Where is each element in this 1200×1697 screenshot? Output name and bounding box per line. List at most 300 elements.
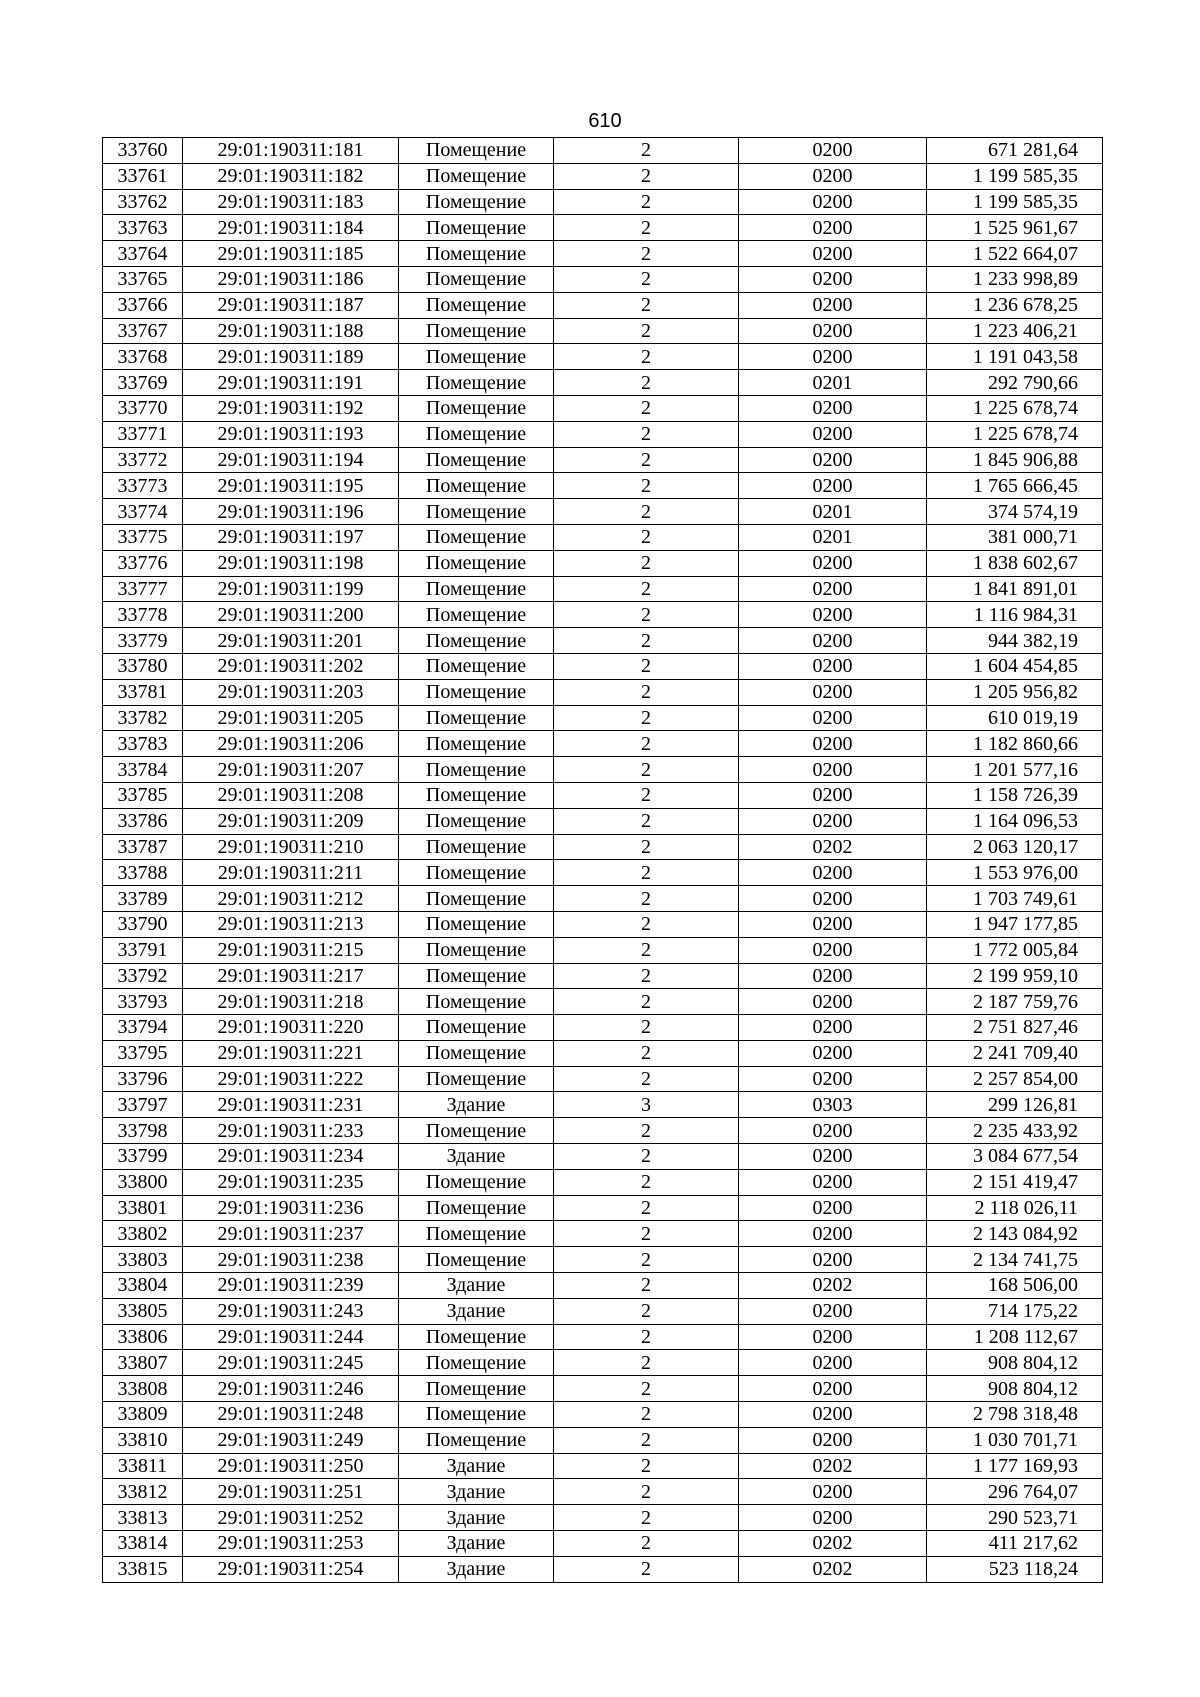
- code-cell: 0200: [739, 1350, 927, 1376]
- table-row: [103, 1531, 1103, 1557]
- code-cell: 0200: [739, 395, 927, 421]
- table-row: [103, 524, 1103, 550]
- code-cell: 0200: [739, 550, 927, 576]
- class-cell: 2: [554, 1531, 739, 1557]
- object-type-cell: Помещение: [399, 679, 554, 705]
- object-type-cell: Помещение: [399, 602, 554, 628]
- row-number-cell: 33800: [103, 1169, 183, 1195]
- class-cell: 2: [554, 628, 739, 654]
- table-row: [103, 1144, 1103, 1170]
- table-row: [103, 1273, 1103, 1299]
- cadastral-number-cell: 29:01:190311:203: [183, 679, 399, 705]
- class-cell: 2: [554, 834, 739, 860]
- code-cell: 0200: [739, 628, 927, 654]
- cadastral-number-cell: 29:01:190311:220: [183, 1015, 399, 1041]
- cadastral-value-cell: 2 235 433,92: [927, 1118, 1103, 1144]
- cadastral-value-cell: 2 118 026,11: [927, 1195, 1103, 1221]
- class-cell: 2: [554, 524, 739, 550]
- row-number-cell: 33792: [103, 963, 183, 989]
- class-cell: 2: [554, 1350, 739, 1376]
- code-cell: 0200: [739, 911, 927, 937]
- class-cell: 2: [554, 1479, 739, 1505]
- row-number-cell: 33796: [103, 1066, 183, 1092]
- row-number-cell: 33776: [103, 550, 183, 576]
- object-type-cell: Помещение: [399, 1247, 554, 1273]
- cadastral-number-cell: 29:01:190311:237: [183, 1221, 399, 1247]
- cadastral-number-cell: 29:01:190311:221: [183, 1040, 399, 1066]
- object-type-cell: Помещение: [399, 292, 554, 318]
- table-row: [103, 628, 1103, 654]
- table-row: [103, 1376, 1103, 1402]
- code-cell: 0200: [739, 937, 927, 963]
- code-cell: 0201: [739, 370, 927, 396]
- cadastral-number-cell: 29:01:190311:215: [183, 937, 399, 963]
- cadastral-number-cell: 29:01:190311:181: [183, 138, 399, 164]
- cadastral-value-cell: 523 118,24: [927, 1556, 1103, 1582]
- class-cell: 2: [554, 163, 739, 189]
- table-row: [103, 937, 1103, 963]
- cadastral-number-cell: 29:01:190311:212: [183, 886, 399, 912]
- cadastral-number-cell: 29:01:190311:211: [183, 860, 399, 886]
- code-cell: 0200: [739, 189, 927, 215]
- cadastral-value-cell: 1 225 678,74: [927, 395, 1103, 421]
- cadastral-value-cell: 908 804,12: [927, 1350, 1103, 1376]
- code-cell: 0200: [739, 782, 927, 808]
- cadastral-number-cell: 29:01:190311:184: [183, 215, 399, 241]
- cadastral-value-cell: 1 199 585,35: [927, 163, 1103, 189]
- object-type-cell: Здание: [399, 1556, 554, 1582]
- cadastral-value-cell: 944 382,19: [927, 628, 1103, 654]
- code-cell: 0200: [739, 886, 927, 912]
- row-number-cell: 33760: [103, 138, 183, 164]
- object-type-cell: Помещение: [399, 937, 554, 963]
- row-number-cell: 33785: [103, 782, 183, 808]
- cadastral-number-cell: 29:01:190311:210: [183, 834, 399, 860]
- code-cell: 0200: [739, 447, 927, 473]
- cadastral-value-cell: 2 257 854,00: [927, 1066, 1103, 1092]
- row-number-cell: 33770: [103, 395, 183, 421]
- row-number-cell: 33803: [103, 1247, 183, 1273]
- table-row: [103, 963, 1103, 989]
- row-number-cell: 33807: [103, 1350, 183, 1376]
- row-number-cell: 33799: [103, 1144, 183, 1170]
- object-type-cell: Здание: [399, 1273, 554, 1299]
- object-type-cell: Помещение: [399, 886, 554, 912]
- row-number-cell: 33781: [103, 679, 183, 705]
- code-cell: 0200: [739, 1066, 927, 1092]
- class-cell: 2: [554, 1015, 739, 1041]
- class-cell: 3: [554, 1092, 739, 1118]
- row-number-cell: 33775: [103, 524, 183, 550]
- object-type-cell: Помещение: [399, 1427, 554, 1453]
- cadastral-value-cell: 1 177 169,93: [927, 1453, 1103, 1479]
- object-type-cell: Помещение: [399, 163, 554, 189]
- cadastral-number-cell: 29:01:190311:233: [183, 1118, 399, 1144]
- class-cell: 2: [554, 886, 739, 912]
- table-row: [103, 550, 1103, 576]
- cadastral-value-cell: 168 506,00: [927, 1273, 1103, 1299]
- row-number-cell: 33797: [103, 1092, 183, 1118]
- row-number-cell: 33778: [103, 602, 183, 628]
- class-cell: 2: [554, 1169, 739, 1195]
- cadastral-number-cell: 29:01:190311:235: [183, 1169, 399, 1195]
- row-number-cell: 33764: [103, 241, 183, 267]
- table-row: [103, 782, 1103, 808]
- code-cell: 0200: [739, 1505, 927, 1531]
- object-type-cell: Помещение: [399, 473, 554, 499]
- cadastral-number-cell: 29:01:190311:206: [183, 731, 399, 757]
- cadastral-value-cell: 2 151 419,47: [927, 1169, 1103, 1195]
- cadastral-value-cell: 2 751 827,46: [927, 1015, 1103, 1041]
- cadastral-value-cell: 1 233 998,89: [927, 266, 1103, 292]
- cadastral-value-cell: 2 143 084,92: [927, 1221, 1103, 1247]
- table-row: [103, 1092, 1103, 1118]
- code-cell: 0200: [739, 1247, 927, 1273]
- row-number-cell: 33773: [103, 473, 183, 499]
- cadastral-value-cell: 1 182 860,66: [927, 731, 1103, 757]
- table-row: [103, 344, 1103, 370]
- table-row: [103, 1402, 1103, 1428]
- cadastral-number-cell: 29:01:190311:197: [183, 524, 399, 550]
- code-cell: 0200: [739, 576, 927, 602]
- table-row: [103, 1324, 1103, 1350]
- code-cell: 0200: [739, 241, 927, 267]
- table-row: [103, 292, 1103, 318]
- row-number-cell: 33787: [103, 834, 183, 860]
- cadastral-number-cell: 29:01:190311:249: [183, 1427, 399, 1453]
- object-type-cell: Помещение: [399, 1015, 554, 1041]
- object-type-cell: Здание: [399, 1479, 554, 1505]
- object-type-cell: Помещение: [399, 370, 554, 396]
- object-type-cell: Помещение: [399, 550, 554, 576]
- class-cell: 2: [554, 292, 739, 318]
- object-type-cell: Помещение: [399, 215, 554, 241]
- cadastral-number-cell: 29:01:190311:209: [183, 808, 399, 834]
- cadastral-number-cell: 29:01:190311:183: [183, 189, 399, 215]
- cadastral-number-cell: 29:01:190311:194: [183, 447, 399, 473]
- object-type-cell: Помещение: [399, 860, 554, 886]
- table-row: [103, 705, 1103, 731]
- table-row: [103, 1479, 1103, 1505]
- cadastral-value-cell: 3 084 677,54: [927, 1144, 1103, 1170]
- cadastral-number-cell: 29:01:190311:192: [183, 395, 399, 421]
- row-number-cell: 33783: [103, 731, 183, 757]
- class-cell: 2: [554, 808, 739, 834]
- object-type-cell: Помещение: [399, 1350, 554, 1376]
- cadastral-value-cell: 1 236 678,25: [927, 292, 1103, 318]
- object-type-cell: Помещение: [399, 1402, 554, 1428]
- table-row: [103, 576, 1103, 602]
- cadastral-number-cell: 29:01:190311:234: [183, 1144, 399, 1170]
- class-cell: 2: [554, 1040, 739, 1066]
- object-type-cell: Помещение: [399, 1118, 554, 1144]
- class-cell: 2: [554, 499, 739, 525]
- cadastral-value-cell: 381 000,71: [927, 524, 1103, 550]
- class-cell: 2: [554, 447, 739, 473]
- cadastral-number-cell: 29:01:190311:193: [183, 421, 399, 447]
- cadastral-value-cell: 2 798 318,48: [927, 1402, 1103, 1428]
- code-cell: 0200: [739, 292, 927, 318]
- code-cell: 0200: [739, 1221, 927, 1247]
- cadastral-value-cell: 299 126,81: [927, 1092, 1103, 1118]
- class-cell: 2: [554, 1298, 739, 1324]
- cadastral-number-cell: 29:01:190311:185: [183, 241, 399, 267]
- table-row: [103, 757, 1103, 783]
- cadastral-value-cell: 1 223 406,21: [927, 318, 1103, 344]
- object-type-cell: Помещение: [399, 447, 554, 473]
- code-cell: 0200: [739, 1324, 927, 1350]
- row-number-cell: 33814: [103, 1531, 183, 1557]
- cadastral-number-cell: 29:01:190311:182: [183, 163, 399, 189]
- code-cell: 0200: [739, 344, 927, 370]
- class-cell: 2: [554, 344, 739, 370]
- row-number-cell: 33811: [103, 1453, 183, 1479]
- table-row: [103, 1015, 1103, 1041]
- row-number-cell: 33810: [103, 1427, 183, 1453]
- row-number-cell: 33794: [103, 1015, 183, 1041]
- code-cell: 0200: [739, 421, 927, 447]
- table-row: [103, 834, 1103, 860]
- code-cell: 0202: [739, 834, 927, 860]
- object-type-cell: Здание: [399, 1144, 554, 1170]
- row-number-cell: 33815: [103, 1556, 183, 1582]
- cadastral-number-cell: 29:01:190311:199: [183, 576, 399, 602]
- cadastral-value-cell: 2 241 709,40: [927, 1040, 1103, 1066]
- object-type-cell: Помещение: [399, 524, 554, 550]
- class-cell: 2: [554, 963, 739, 989]
- cadastral-value-cell: 1 199 585,35: [927, 189, 1103, 215]
- cadastral-number-cell: 29:01:190311:195: [183, 473, 399, 499]
- table-row: [103, 421, 1103, 447]
- table-row: [103, 886, 1103, 912]
- class-cell: 2: [554, 1066, 739, 1092]
- cadastral-value-cell: 1 604 454,85: [927, 653, 1103, 679]
- cadastral-value-cell: 374 574,19: [927, 499, 1103, 525]
- class-cell: 2: [554, 421, 739, 447]
- code-cell: 0200: [739, 473, 927, 499]
- row-number-cell: 33766: [103, 292, 183, 318]
- code-cell: 0200: [739, 1015, 927, 1041]
- code-cell: 0200: [739, 1040, 927, 1066]
- table-row: [103, 1195, 1103, 1221]
- cadastral-value-cell: 1 191 043,58: [927, 344, 1103, 370]
- object-type-cell: Помещение: [399, 757, 554, 783]
- class-cell: 2: [554, 1118, 739, 1144]
- object-type-cell: Помещение: [399, 808, 554, 834]
- object-type-cell: Помещение: [399, 911, 554, 937]
- object-type-cell: Помещение: [399, 731, 554, 757]
- cadastral-number-cell: 29:01:190311:250: [183, 1453, 399, 1479]
- class-cell: 2: [554, 1273, 739, 1299]
- object-type-cell: Помещение: [399, 421, 554, 447]
- cadastral-value-cell: 1 553 976,00: [927, 860, 1103, 886]
- object-type-cell: Помещение: [399, 395, 554, 421]
- table-row: [103, 266, 1103, 292]
- class-cell: 2: [554, 653, 739, 679]
- cadastral-value-cell: 1 765 666,45: [927, 473, 1103, 499]
- code-cell: 0200: [739, 266, 927, 292]
- cadastral-number-cell: 29:01:190311:207: [183, 757, 399, 783]
- row-number-cell: 33813: [103, 1505, 183, 1531]
- code-cell: 0303: [739, 1092, 927, 1118]
- row-number-cell: 33767: [103, 318, 183, 344]
- row-number-cell: 33777: [103, 576, 183, 602]
- object-type-cell: Помещение: [399, 344, 554, 370]
- class-cell: 2: [554, 1556, 739, 1582]
- table-row: [103, 1066, 1103, 1092]
- table-row: [103, 215, 1103, 241]
- code-cell: 0202: [739, 1531, 927, 1557]
- table-row: [103, 602, 1103, 628]
- object-type-cell: Помещение: [399, 189, 554, 215]
- row-number-cell: 33793: [103, 989, 183, 1015]
- class-cell: 2: [554, 189, 739, 215]
- row-number-cell: 33763: [103, 215, 183, 241]
- table-row: [103, 731, 1103, 757]
- cadastral-value-cell: 1 208 112,67: [927, 1324, 1103, 1350]
- cadastral-value-cell: 1 841 891,01: [927, 576, 1103, 602]
- cadastral-value-cell: 1 845 906,88: [927, 447, 1103, 473]
- cadastral-value-cell: 2 063 120,17: [927, 834, 1103, 860]
- class-cell: 2: [554, 1427, 739, 1453]
- cadastral-value-cell: 1 838 602,67: [927, 550, 1103, 576]
- cadastral-value-cell: 290 523,71: [927, 1505, 1103, 1531]
- cadastral-number-cell: 29:01:190311:217: [183, 963, 399, 989]
- cadastral-value-cell: 1 772 005,84: [927, 937, 1103, 963]
- code-cell: 0200: [739, 963, 927, 989]
- table-row: [103, 499, 1103, 525]
- code-cell: 0200: [739, 215, 927, 241]
- object-type-cell: Помещение: [399, 1324, 554, 1350]
- cadastral-value-cell: 1 158 726,39: [927, 782, 1103, 808]
- cadastral-value-cell: 1 116 984,31: [927, 602, 1103, 628]
- class-cell: 2: [554, 395, 739, 421]
- cadastral-number-cell: 29:01:190311:245: [183, 1350, 399, 1376]
- row-number-cell: 33798: [103, 1118, 183, 1144]
- cadastral-number-cell: 29:01:190311:248: [183, 1402, 399, 1428]
- cadastral-value-cell: 610 019,19: [927, 705, 1103, 731]
- class-cell: 2: [554, 989, 739, 1015]
- cadastral-value-cell: 292 790,66: [927, 370, 1103, 396]
- table-row: [103, 447, 1103, 473]
- code-cell: 0200: [739, 989, 927, 1015]
- object-type-cell: Здание: [399, 1092, 554, 1118]
- table-row: [103, 189, 1103, 215]
- class-cell: 2: [554, 473, 739, 499]
- row-number-cell: 33789: [103, 886, 183, 912]
- code-cell: 0200: [739, 1169, 927, 1195]
- cadastral-value-cell: 1 947 177,85: [927, 911, 1103, 937]
- cadastral-number-cell: 29:01:190311:205: [183, 705, 399, 731]
- cadastral-number-cell: 29:01:190311:246: [183, 1376, 399, 1402]
- class-cell: 2: [554, 860, 739, 886]
- code-cell: 0200: [739, 1298, 927, 1324]
- code-cell: 0200: [739, 653, 927, 679]
- cadastral-value-cell: 908 804,12: [927, 1376, 1103, 1402]
- object-type-cell: Помещение: [399, 628, 554, 654]
- cadastral-value-cell: 1 525 961,67: [927, 215, 1103, 241]
- object-type-cell: Помещение: [399, 1376, 554, 1402]
- class-cell: 2: [554, 679, 739, 705]
- cadastral-value-cell: 1 522 664,07: [927, 241, 1103, 267]
- table-row: [103, 1427, 1103, 1453]
- object-type-cell: Здание: [399, 1505, 554, 1531]
- row-number-cell: 33765: [103, 266, 183, 292]
- object-type-cell: Помещение: [399, 782, 554, 808]
- code-cell: 0202: [739, 1556, 927, 1582]
- object-type-cell: Помещение: [399, 499, 554, 525]
- cadastral-number-cell: 29:01:190311:201: [183, 628, 399, 654]
- table-row: [103, 1350, 1103, 1376]
- object-type-cell: Помещение: [399, 989, 554, 1015]
- class-cell: 2: [554, 576, 739, 602]
- cadastral-value-cell: 1 205 956,82: [927, 679, 1103, 705]
- class-cell: 2: [554, 1453, 739, 1479]
- page-number: 610: [588, 110, 622, 132]
- object-type-cell: Помещение: [399, 576, 554, 602]
- code-cell: 0200: [739, 1427, 927, 1453]
- code-cell: 0200: [739, 138, 927, 164]
- object-type-cell: Помещение: [399, 963, 554, 989]
- class-cell: 2: [554, 1144, 739, 1170]
- table-row: [103, 370, 1103, 396]
- code-cell: 0200: [739, 1144, 927, 1170]
- table-row: [103, 989, 1103, 1015]
- row-number-cell: 33790: [103, 911, 183, 937]
- code-cell: 0200: [739, 1376, 927, 1402]
- table-row: [103, 1453, 1103, 1479]
- cadastral-value-cell: 2 134 741,75: [927, 1247, 1103, 1273]
- row-number-cell: 33809: [103, 1402, 183, 1428]
- cadastral-value-cell: 1 164 096,53: [927, 808, 1103, 834]
- cadastral-number-cell: 29:01:190311:239: [183, 1273, 399, 1299]
- cadastral-value-table: [102, 137, 1103, 1583]
- object-type-cell: Помещение: [399, 1221, 554, 1247]
- table-row: [103, 1118, 1103, 1144]
- object-type-cell: Здание: [399, 1531, 554, 1557]
- object-type-cell: Помещение: [399, 138, 554, 164]
- code-cell: 0201: [739, 524, 927, 550]
- cadastral-number-cell: 29:01:190311:187: [183, 292, 399, 318]
- row-number-cell: 33806: [103, 1324, 183, 1350]
- row-number-cell: 33812: [103, 1479, 183, 1505]
- cadastral-number-cell: 29:01:190311:188: [183, 318, 399, 344]
- row-number-cell: 33782: [103, 705, 183, 731]
- cadastral-number-cell: 29:01:190311:218: [183, 989, 399, 1015]
- table-row: [103, 138, 1103, 164]
- cadastral-value-cell: 1 030 701,71: [927, 1427, 1103, 1453]
- class-cell: 2: [554, 138, 739, 164]
- cadastral-number-cell: 29:01:190311:202: [183, 653, 399, 679]
- class-cell: 2: [554, 782, 739, 808]
- class-cell: 2: [554, 1247, 739, 1273]
- code-cell: 0200: [739, 705, 927, 731]
- table-row: [103, 1556, 1103, 1582]
- cadastral-number-cell: 29:01:190311:243: [183, 1298, 399, 1324]
- cadastral-number-cell: 29:01:190311:196: [183, 499, 399, 525]
- cadastral-value-cell: 296 764,07: [927, 1479, 1103, 1505]
- cadastral-value-cell: 1 201 577,16: [927, 757, 1103, 783]
- code-cell: 0201: [739, 499, 927, 525]
- cadastral-number-cell: 29:01:190311:236: [183, 1195, 399, 1221]
- table-row: [103, 808, 1103, 834]
- row-number-cell: 33779: [103, 628, 183, 654]
- class-cell: 2: [554, 215, 739, 241]
- code-cell: 0200: [739, 1118, 927, 1144]
- class-cell: 2: [554, 602, 739, 628]
- row-number-cell: 33795: [103, 1040, 183, 1066]
- row-number-cell: 33791: [103, 937, 183, 963]
